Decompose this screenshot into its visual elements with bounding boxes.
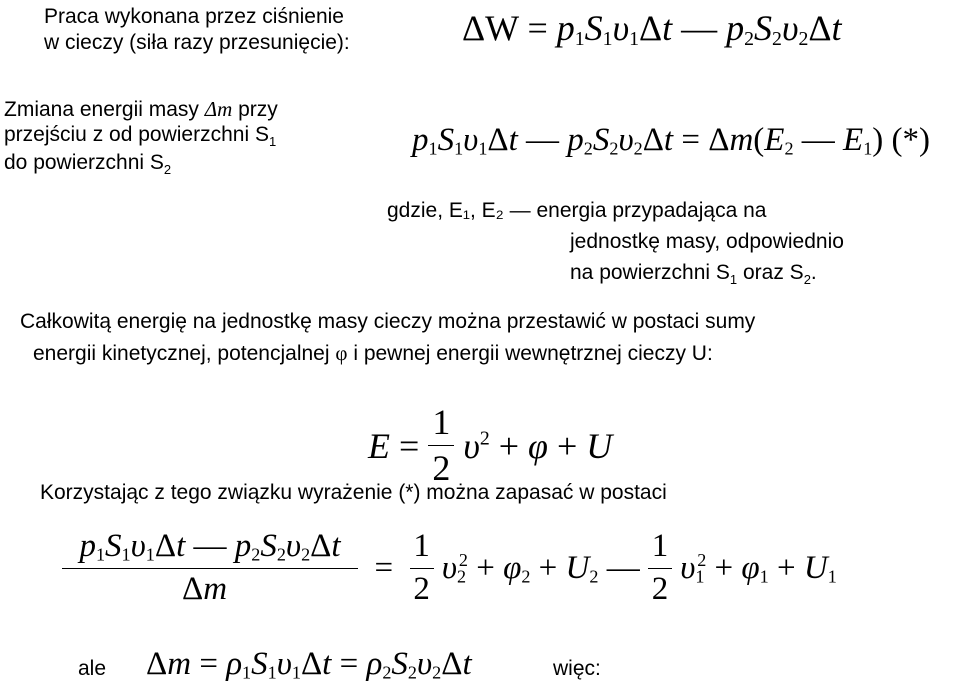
energy-balance-equation: $p_1S_1\upsilon_1\Delta t$ — $p_2S_2\upsilon_2\Delta t = \Delta m(E_2$ — $E_1$) (*) (412, 122, 931, 159)
total-energy-equation: E = $\frac{1}{2}$ $\upsilon^2 + \varphi + U$ (368, 402, 613, 489)
change-line-3: do powierzchni $S_2$ (4, 151, 172, 178)
ale-label: ale (78, 657, 107, 680)
change-line-1: Zmiana energii masy Δm przy (4, 97, 278, 121)
total-line-1: Całkowitą energię na jednostkę masy cieczy można przestawić w postaci sumy (20, 310, 756, 333)
mass-equation: $\Delta m = \rho_1S_1\upsilon_1\Delta t = \rho_2S_2\upsilon_2\Delta t$ (146, 646, 472, 683)
total-line-2: energii kinetycznej, potencjalnej φ i pewnej energii wewnętrznej cieczy U: (33, 341, 713, 365)
where-line-2: jednostkę masy, odpowiednio (570, 230, 844, 253)
where-line-3: na powierzchni $S_1$ oraz $S_2$. (570, 261, 817, 288)
wiec-label: więc: (553, 657, 601, 680)
change-line-2: przejściu z od powierzchni $S_1$ (4, 123, 277, 150)
intro-line-2: w cieczy (siła razy przesunięcie): (44, 31, 350, 54)
work-equation: $\Delta W = p_1S_1\upsilon_1\Delta t$ — $p_2S_2\upsilon_2\Delta t$ (462, 8, 842, 50)
consequently-line: Korzystając z tego związku wyrażenie (*) można zapasać w postaci (40, 481, 667, 504)
where-line-1: gdzie, E₁, E₂ — energia przypadająca na (387, 199, 767, 222)
intro-line-1: Praca wykonana przez ciśnienie (44, 5, 344, 28)
per-mass-equation: $\frac{p_1S_1\upsilon_1\Delta t — p_2S_2\upsilon_2\Delta t}{\Delta m}$ = $\frac{1}{2}$ $\upsilon_2^2 + \varphi_2 + U_2$ — $\frac{1}{2}$ $\upsilon_1^2 + \varphi_1 + U_1$ (62, 528, 837, 609)
